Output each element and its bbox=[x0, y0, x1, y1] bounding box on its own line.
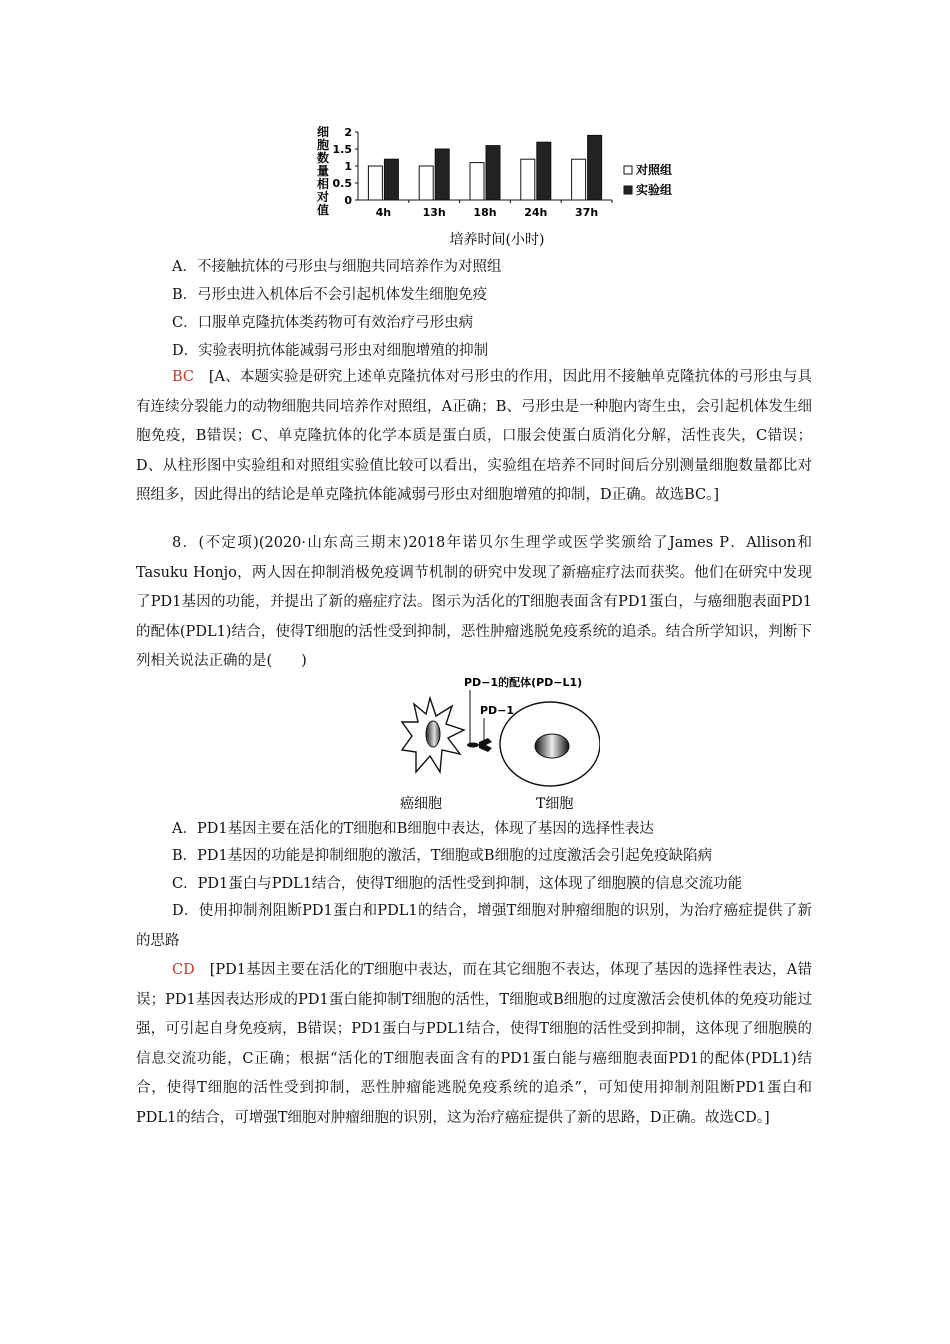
x-tick-label: 24h bbox=[524, 206, 548, 219]
q7-answer: BC bbox=[172, 369, 195, 385]
control-bar bbox=[368, 166, 382, 200]
y-axis-label-char: 值 bbox=[316, 203, 330, 217]
experiment-bar bbox=[435, 149, 449, 200]
q7-option-c: C．口服单克隆抗体类药物可有效治疗弓形虫病 bbox=[172, 315, 474, 331]
x-tick-label: 13h bbox=[422, 206, 446, 219]
legend-swatch bbox=[624, 166, 632, 174]
x-tick-label: 4h bbox=[375, 206, 392, 219]
x-tick-label: 37h bbox=[575, 206, 599, 219]
q7-explanation bbox=[136, 363, 812, 511]
y-tick-label: 0.5 bbox=[332, 177, 352, 190]
q7-option-d: D．实验表明抗体能减弱弓形虫对细胞增殖的抑制 bbox=[172, 343, 489, 359]
q8-option-a: A．PD1基因主要在活化的T细胞和B细胞中表达，体现了基因的选择性表达 bbox=[172, 821, 654, 837]
y-tick-label: 1.5 bbox=[332, 143, 352, 156]
label-pd1: PD−1 bbox=[480, 704, 515, 717]
q8-explanation-text: [PD1基因主要在活化的T细胞中表达，而在其它细胞不表达，体现了基因的选择性表达，A错误；PD1基因表达形成的PD1蛋白能抑制T细胞的活性，T细胞或B细胞的过度激活会使机体的免疫功能过强，可引起自身免疫病，B错误；PD1蛋白与PDL1结合，使得T细胞的活性受到抑制，这体现了细胞膜的信息交流功能，C正确；根据“活化的T细胞表面含有的PD1蛋白能与癌细胞表面PD1的配体(PDL1)结合，使得T细胞的活性受到抑制，恶性肿瘤能逃脱免疫系统的追杀”，可知使用抑制剂阻断PD1蛋白和PDL1的结合，可增强T细胞对肿瘤细胞的识别，这为治疗癌症提供了新的思路，D正确。故选CD。] bbox=[136, 962, 813, 1126]
q7-explanation-text: [A、本题实验是研究上述单克隆抗体对弓形虫的作用，因此用不接触单克隆抗体的弓形虫与具有连续分裂能力的动物细胞共同培养作对照组，A正确；B、弓形虫是一种胞内寄生虫，会引起机体发生细胞免疫，B错误；C、单克隆抗体的化学本质是蛋白质，口服会使蛋白质消化分解，活性丧失，C错误；D、从柱形图中实验组和对照组实验值比较可以看出，实验组在培养不同时间后分别测量细胞数量都比对照组多，因此得出的结论是单克隆抗体能减弱弓形虫对细胞增殖的抑制，D正确。故选BC。] bbox=[136, 369, 813, 503]
y-axis-label-char: 相 bbox=[316, 177, 330, 191]
y-axis-label-char: 对 bbox=[316, 190, 330, 204]
y-axis-label-char: 量 bbox=[316, 164, 330, 178]
q8-option-b: B．PD1基因的功能是抑制细胞的激活，T细胞或B细胞的过度激活会引起免疫缺陷病 bbox=[172, 848, 713, 864]
experiment-bar bbox=[537, 142, 551, 200]
y-axis-label-char: 胞 bbox=[316, 138, 330, 152]
control-bar bbox=[419, 166, 433, 200]
experiment-bar bbox=[384, 159, 398, 200]
q7-option-b: B．弓形虫进入机体后不会引起机体发生细胞免疫 bbox=[172, 287, 488, 303]
experiment-bar bbox=[486, 146, 500, 200]
q8-stem: 8．(不定项)(2020·山东高三期末)2018年诺贝尔生理学或医学奖颁给了James P．Allison和Tasuku Honjo，两人因在抑制消极免疫调节机制的研究中发现了新癌症疗法而获奖。他们在研究中发现了PD1基因的功能，并提出了新的癌症疗法。图示为活化的T细胞表面含有PD1蛋白，与癌细胞表面PD1的配体(PDL1)结合，使得T细胞的活性受到抑制，恶性肿瘤逃脱免疫系统的追杀。结合所学知识，判断下列相关说法正确的是( ) bbox=[136, 535, 812, 669]
x-tick-label: 18h bbox=[473, 206, 497, 219]
experiment-bar bbox=[588, 135, 602, 200]
label-cancer-cell: 癌细胞 bbox=[400, 796, 442, 812]
label-t-cell: T细胞 bbox=[536, 796, 574, 812]
q8-option-d: D．使用抑制剂阻断PD1蛋白和PDL1的结合，增强T细胞对肿瘤细胞的识别，为治疗癌症提供了新的思路 bbox=[136, 903, 812, 949]
control-bar bbox=[521, 159, 535, 200]
pd1-diagram bbox=[400, 676, 600, 820]
q8-answer: CD bbox=[172, 962, 195, 978]
legend-swatch bbox=[624, 186, 632, 194]
q7-option-a: A．不接触抗体的弓形虫与细胞共同培养作为对照组 bbox=[172, 259, 502, 275]
legend-label: 对照组 bbox=[636, 163, 673, 177]
y-axis-label-char: 数 bbox=[316, 151, 330, 165]
q8-option-c: C．PD1蛋白与PDL1结合，使得T细胞的活性受到抑制，这体现了细胞膜的信息交流功能 bbox=[172, 876, 743, 892]
chart-svg bbox=[300, 118, 700, 250]
y-axis-label-char: 细 bbox=[316, 125, 330, 139]
y-tick-label: 0 bbox=[344, 194, 352, 207]
label-pdl1: PD−1的配体(PD−L1) bbox=[464, 676, 583, 689]
bar-chart bbox=[300, 118, 700, 250]
x-axis-label: 培养时间(小时) bbox=[449, 232, 545, 248]
control-bar bbox=[470, 163, 484, 200]
q8-explanation bbox=[136, 956, 812, 1133]
y-tick-label: 2 bbox=[344, 126, 352, 139]
y-tick-label: 1 bbox=[344, 160, 352, 173]
legend-label: 实验组 bbox=[636, 183, 673, 197]
control-bar bbox=[572, 159, 586, 200]
